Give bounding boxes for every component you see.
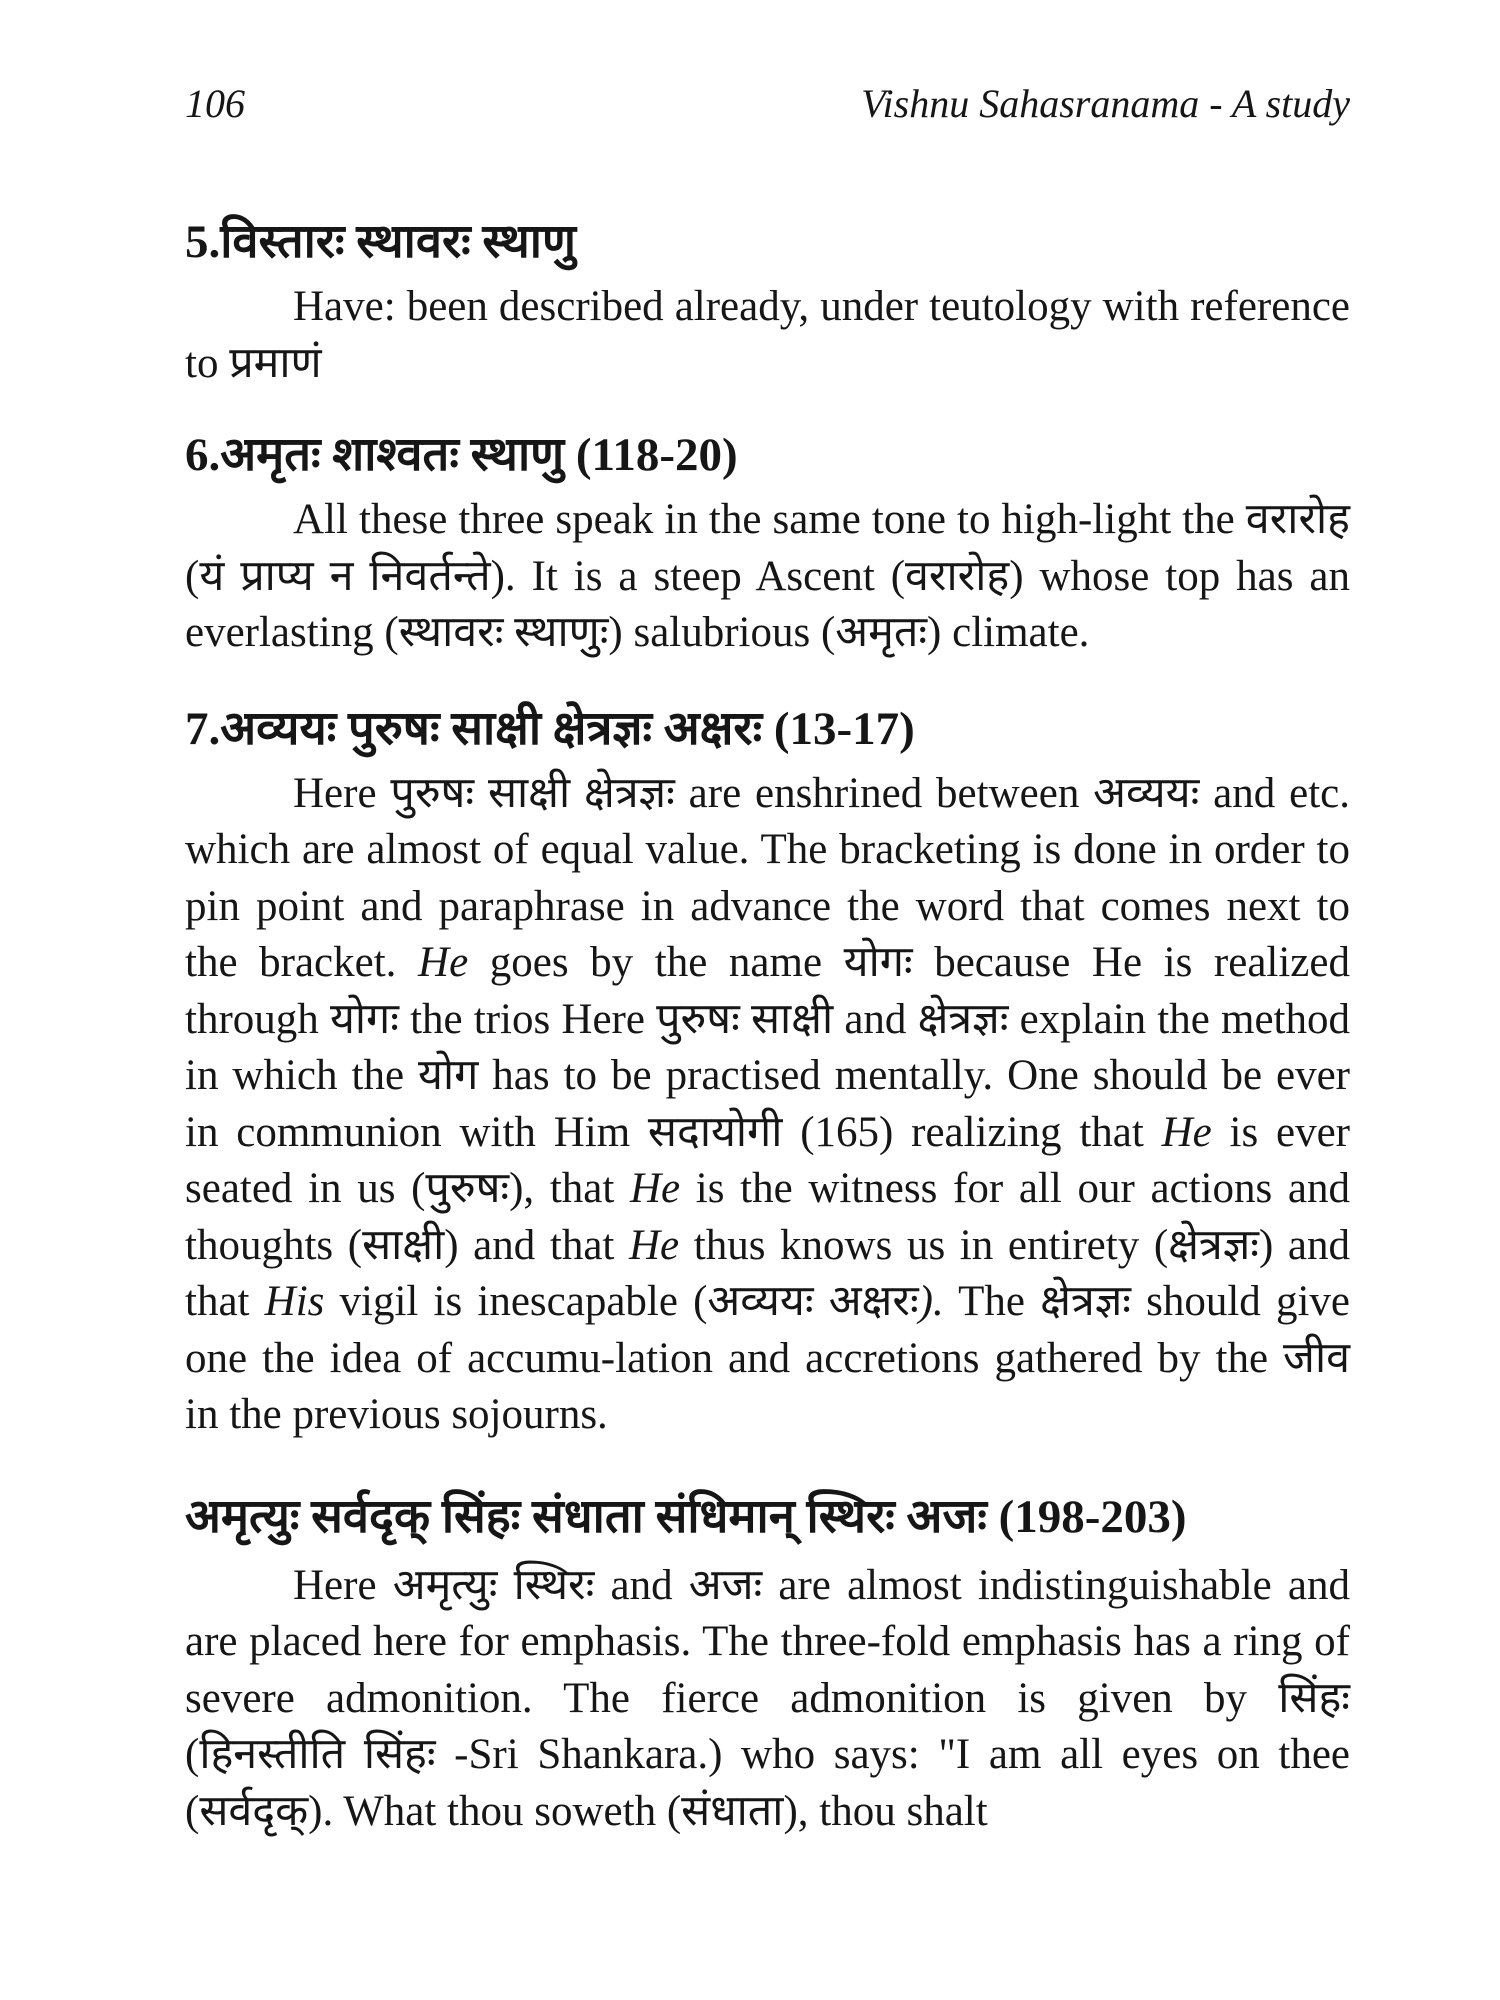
section-heading: 6.अमृतः शाश्वतः स्थाणु (118-20) <box>185 429 738 481</box>
page-body <box>185 185 1350 1840</box>
paragraph <box>185 279 1350 392</box>
section-7 <box>185 702 1350 1444</box>
paragraph <box>185 1558 1350 1841</box>
emphasis: He <box>418 939 469 986</box>
paragraph-text: The क्षेत्रज्ञः should give one the idea of accumu-lation and accretions gathered by the जीव in the previous sojourns. <box>185 1278 1350 1438</box>
emphasis: He <box>630 1165 681 1212</box>
paragraph-text: thus knows us in entirety (क्षेत्रज्ञः) and that <box>185 1221 1350 1325</box>
paragraph-text: is ever seated in us (पुरुषः), that <box>185 1108 1351 1212</box>
emphasis: He <box>628 1221 680 1269</box>
running-header <box>185 80 1350 127</box>
section-8 <box>185 1490 1350 1841</box>
paragraph-text: goes by the name योगः because He is realized through योगः the trios Here पुरुषः साक्षी and क्षेत्रज्ञः explain the method in which the योग has to be practised mentally. One should be ever in communion with Him सदायोगी (165) realizing that <box>185 939 1350 1156</box>
emphasis: He <box>1161 1108 1212 1156</box>
section-6 <box>185 428 1350 662</box>
paragraph-text: Here अमृत्युः स्थिरः and अजः are almost indistinguishable and are placed here for emphasis. The three-fold emphasis has a ring of severe admonition. The fierce admonition is given by सिंहः (हिनस्तीति सिंहः -Sri Shankara.) who says: "I am all eyes on thee (सर्वदृक्). What thou soweth (संधाता), thou shalt <box>185 1561 1350 1835</box>
section-heading: अमृत्युः सर्वदृक् सिंहः संधाता संधिमान् स्थिरः अजः (198-203) <box>185 1490 1187 1543</box>
running-title: Vishnu Sahasranama - A study <box>861 81 1350 126</box>
section-5 <box>185 215 1350 392</box>
emphasis: ). <box>918 1278 944 1325</box>
paragraph-text: All these three speak in the same tone to high-light the वरारोह (यं प्राप्य न निवर्तन्ते). It is a steep Ascent (वरारोह) whose top has an everlasting (स्थावरः स्थाणुः) salubrious (अमृतः) climate. <box>185 496 1350 656</box>
section-heading: 7.अव्ययः पुरुषः साक्षी क्षेत्रज्ञः अक्षरः (13-17) <box>185 702 915 755</box>
paragraph-text: Have: been described already, under teutology with reference to प्रमाणं <box>185 283 1350 387</box>
paragraph <box>185 492 1350 662</box>
page-number: 106 <box>185 81 245 126</box>
section-heading: 5.विस्तारः स्थावरः स्थाणु <box>185 216 576 268</box>
paragraph-text: Here पुरुषः साक्षी क्षेत्रज्ञः are enshrined between अव्ययः and etc. which are almost of equal value. The bracketing is done in order to pin point and paraphrase in advance the word that comes next to the bracket. <box>185 769 1350 986</box>
paragraph-text: is the witness for all our actions and thoughts (साक्षी) and that <box>185 1165 1350 1269</box>
paragraph <box>185 766 1350 1444</box>
paragraph-text: vigil is inescapable (अव्ययः अक्षरः <box>324 1278 919 1325</box>
emphasis: His <box>264 1278 325 1325</box>
